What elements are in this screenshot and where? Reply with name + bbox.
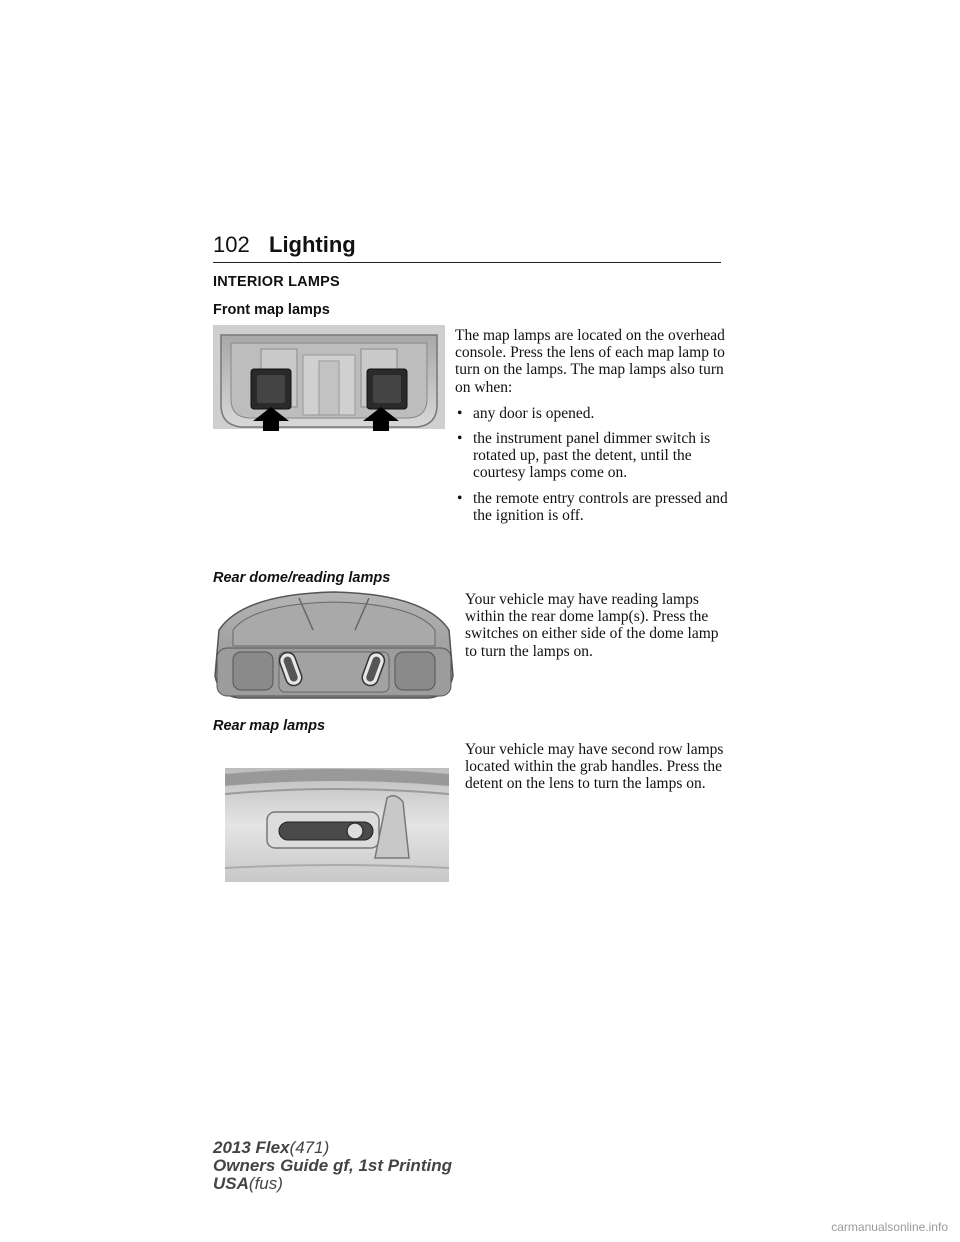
rear-dome-lamps-illustration (213, 590, 455, 702)
front-map-lamps-heading: Front map lamps (213, 302, 330, 318)
bullet-item: • the instrument panel dimmer switch is rotated up, past the detent, until the courtesy lamps come on. (455, 430, 730, 482)
rear-dome-lamps-text-block (465, 591, 730, 660)
footer-market-line (213, 1175, 452, 1193)
section-title: INTERIOR LAMPS (213, 274, 340, 290)
front-map-lamps-illustration (213, 325, 445, 433)
front-map-lamps-bullet-list (455, 405, 730, 524)
bullet-item: • any door is opened. (455, 405, 730, 422)
footer-market-code: (fus) (248, 1174, 283, 1193)
front-map-lamps-text-block (455, 327, 730, 532)
page-number: 102 (213, 232, 250, 257)
footer-market: USA (213, 1174, 249, 1193)
footer-guide: Owners Guide gf, 1st Printing (213, 1156, 452, 1175)
bullet-item: • the remote entry controls are pressed and the ignition is off. (455, 490, 730, 524)
rear-dome-lamps-heading: Rear dome/reading lamps (213, 570, 391, 586)
rear-dome-lamps-paragraph: Your vehicle may have reading lamps within the rear dome lamp(s). Press the switches on either side of the dome lamp to turn the lamps on. (465, 591, 719, 660)
page-footer (213, 1139, 452, 1193)
watermark: carmanualsonline.info (831, 1220, 948, 1234)
rear-map-lamps-illustration (225, 768, 449, 882)
rear-map-lamps-text-block (465, 741, 730, 793)
front-map-lamps-paragraph: The map lamps are located on the overhead console. Press the lens of each map lamp to turn on the lamps. The map lamps also turn on when: (455, 327, 725, 396)
chapter-title: Lighting (269, 232, 356, 257)
footer-model-line (213, 1139, 452, 1157)
rear-map-lamps-heading: Rear map lamps (213, 718, 326, 734)
footer-model: 2013 Flex (213, 1138, 290, 1157)
rear-map-lamps-paragraph: Your vehicle may have second row lamps located within the grab handles. Press the detent on the lens to turn the lamps on. (465, 741, 724, 793)
footer-model-code: (471) (289, 1138, 330, 1157)
page-header (213, 232, 721, 263)
